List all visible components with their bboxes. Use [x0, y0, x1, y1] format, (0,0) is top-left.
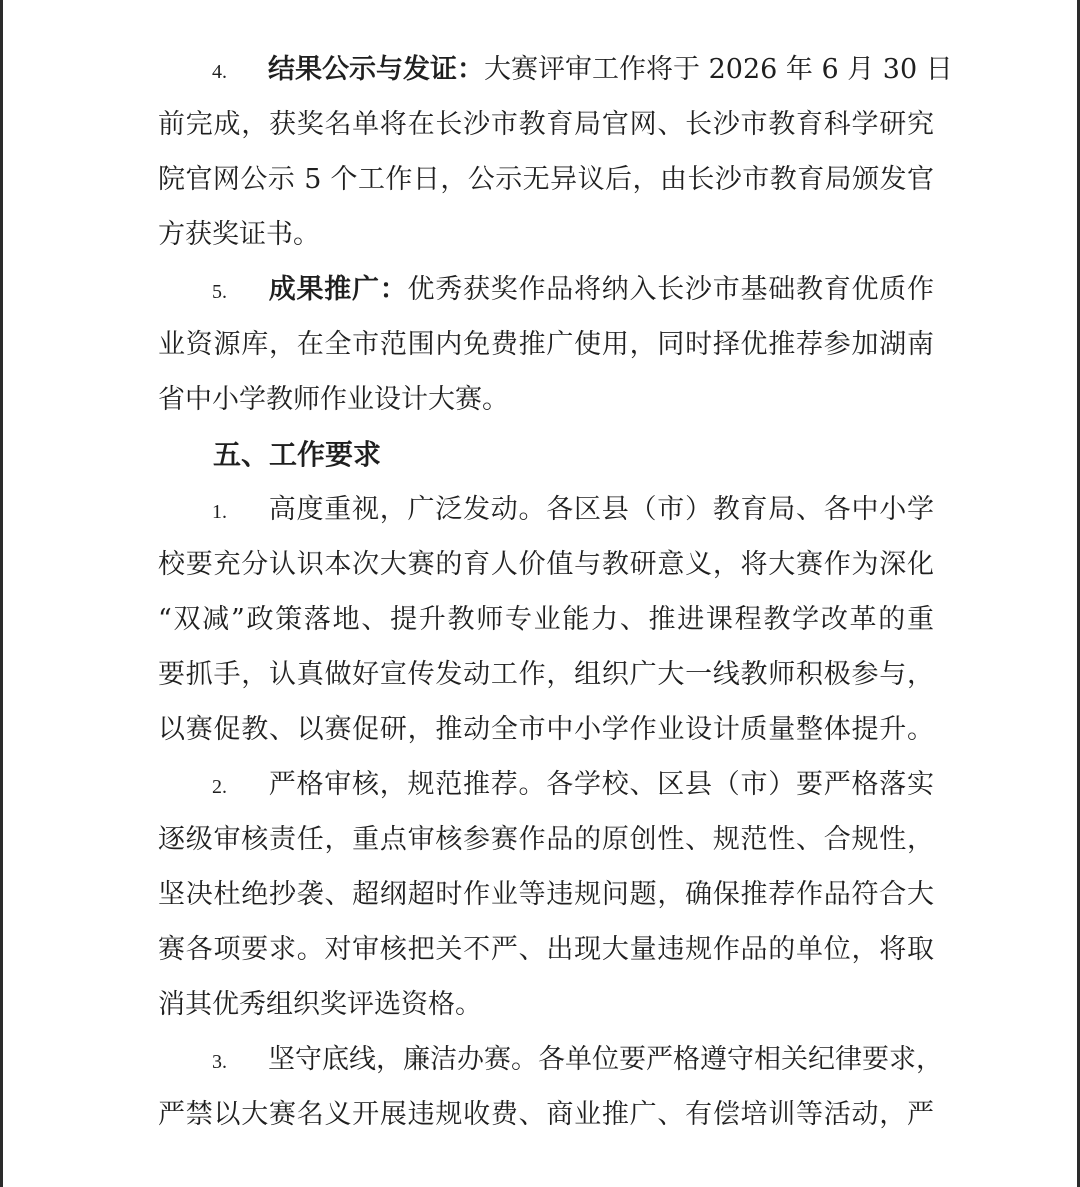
req-2-line-1: [158, 757, 934, 813]
item-5-line-3: 省中小学教师作业设计大赛。: [158, 384, 509, 415]
item-4-line-3: 院官网公示 5 个工作日，公示无异议后，由长沙市教育局颁发官: [158, 164, 934, 195]
req-3-number: 3.: [212, 1051, 227, 1073]
req-1-line-2: 校要充分认识本次大赛的育人价值与教研意义，将大赛作为深化: [158, 549, 934, 580]
req-1-line-1: [158, 482, 934, 538]
left-border: [0, 0, 3, 1187]
item-5-line-2: 业资源库，在全市范围内免费推广使用，同时择优推荐参加湖南: [158, 329, 934, 360]
req-2-line-4: 赛各项要求。对审核把关不严、出现大量违规作品的单位，将取: [158, 934, 934, 965]
item-5-text-1: 优秀获奖作品将纳入长沙市基础教育优质作: [407, 274, 934, 305]
req-2-text-1: 严格审核，规范推荐。各学校、区县（市）要严格落实: [268, 769, 934, 800]
req-3-line-1: [158, 1032, 943, 1088]
req-2-line-3: 坚决杜绝抄袭、超纲超时作业等违规问题，确保推荐作品符合大: [158, 879, 934, 910]
item-4-text-1: 大赛评审工作将于 2026 年 6 月 30 日: [484, 54, 953, 85]
item-4-line-2: 前完成，获奖名单将在长沙市教育局官网、长沙市教育科学研究: [158, 109, 934, 140]
req-1-text-1: 高度重视，广泛发动。各区县（市）教育局、各中小学: [268, 494, 934, 525]
req-1-line-4: 要抓手，认真做好宣传发动工作，组织广大一线教师积极参与，: [158, 659, 934, 690]
req-3-line-2: 严禁以大赛名义开展违规收费、商业推广、有偿培训等活动，严: [158, 1099, 934, 1130]
item-4-title: 结果公示与发证：: [268, 54, 484, 85]
req-2-number: 2.: [212, 776, 227, 798]
item-4-number: 4.: [212, 61, 227, 83]
req-1-line-3: “双减”政策落地、提升教师专业能力、推进课程教学改革的重: [158, 604, 934, 635]
item-5-title: 成果推广：: [268, 274, 408, 305]
section-heading: 五、工作要求: [213, 438, 382, 471]
item-4-line-4: 方获奖证书。: [158, 219, 320, 250]
req-2-line-2: 逐级审核责任，重点审核参赛作品的原创性、规范性、合规性，: [158, 824, 934, 855]
req-1-number: 1.: [212, 501, 227, 523]
item-5-number: 5.: [212, 281, 227, 303]
item-5-line-1: [158, 262, 934, 318]
req-2-line-5: 消其优秀组织奖评选资格。: [158, 989, 482, 1020]
req-1-line-5: 以赛促教、以赛促研，推动全市中小学作业设计质量整体提升。: [158, 714, 934, 745]
item-4-line-1: [158, 42, 953, 98]
req-3-text-1: 坚守底线，廉洁办赛。各单位要严格遵守相关纪律要求，: [268, 1044, 943, 1075]
